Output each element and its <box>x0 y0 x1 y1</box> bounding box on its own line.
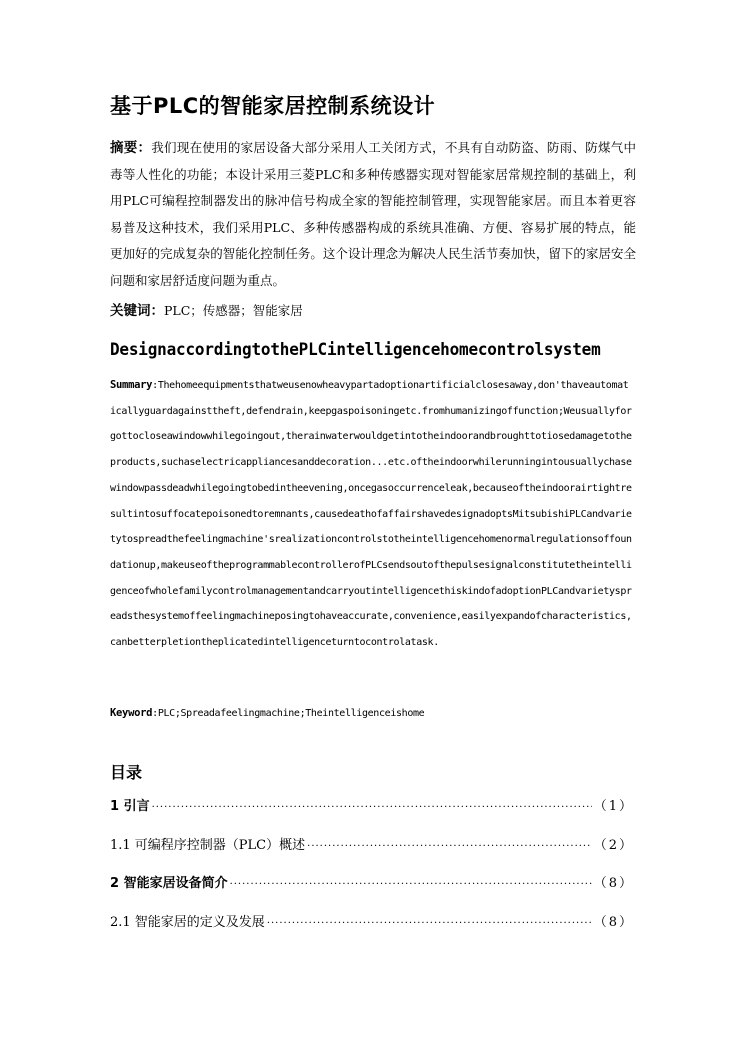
toc-entry[interactable] <box>110 834 634 873</box>
toc-entry-page: （1） <box>593 799 634 814</box>
toc-entry-page: （8） <box>593 876 634 891</box>
toc-entry-page: （8） <box>593 914 634 930</box>
toc-entry[interactable] <box>110 872 634 911</box>
toc-entry-label: 1.1 可编程序控制器（PLC）概述 <box>110 837 306 853</box>
keywords-chinese <box>110 300 636 322</box>
paper-title-english: DesignaccordingtothePLCintelligencehomecontrolsystem <box>110 340 601 360</box>
abstract-chinese-text: 我们现在使用的家居设备大部分采用人工关闭方式，不具有自动防盗、防雨、防煤气中毒等人性化的功能；本设计采用三菱PLC和多种传感器实现对智能家居常规控制的基础上，利用PLC可编程控制器发出的脉冲信号构成全家的智能控制管理，实现智能家居。而且本着更容易普及这种技术，我们采用PLC、多种传感器构成的系统具准确、方便、容易扩展的特点，能更加好的完成复杂的智能化控制任务。这个设计理念为解决人民生活节奏加快，留下的家居安全问题和家居舒适度问题为重点。 <box>110 140 636 288</box>
paper-title: 基于PLC的智能家居控制系统设计 <box>110 94 436 118</box>
toc-entry-label: 2 智能家居设备简介 <box>110 876 228 891</box>
abstract-english <box>110 373 634 656</box>
toc-heading: 目录 <box>110 763 143 782</box>
toc-leader-dots <box>152 802 592 813</box>
keywords-chinese-label: 关键词： <box>110 303 164 319</box>
abstract-english-label: Summary <box>110 379 153 391</box>
abstract-chinese <box>110 135 636 295</box>
table-of-contents <box>110 795 634 949</box>
keywords-english <box>110 703 634 724</box>
toc-entry-label: 1 引言 <box>110 799 150 814</box>
toc-entry[interactable] <box>110 911 634 950</box>
abstract-english-text: :Thehomeequipmentsthatweusenowheavypartadoptionartificialclosesaway,don'thaveautomaticallyguardagainsttheft,defendrain,keepgaspoisoningetc.fromhumanizingoffunction;Weusuallyforgottocloseawindowwhilegoingout,therainwaterwouldgetintotheindoorandbroughttotiosedamagetotheproducts,suchaselectricappliancesanddecoration...etc.oftheindoorwhilerunningintousuallychasewindowpassdeadwhilegoingtobedintheevening,oncegasoccurrenceleak,becauseoftheindoorairtightresultintosuffocatepoisonedtoremnants,causedeathofaffairshavedesignadoptsMitsubishiPLCandvarietytospreadthefeelingmachine'srealizationcontrolstotheintelligencehomenormalregulationsoffoundationup,makeuseoftheprogrammablecontrollerofPLCsendsoutofthepulsesignalconstitutetheintelligenceofwholefamilycontrolmanagementandcarryoutintelligencethiskindofadoptionPLCandvarietyspreadsthesystemoffeelingmachineposingtohaveaccurate,convenience,easilyexpandofcharacteristics,canbetterpletiontheplicatedintelligenceturntocontrolatask. <box>110 380 632 649</box>
keywords-english-text: :PLC;Spreadafeelingmachine;Theintelligenceishome <box>152 708 425 719</box>
keywords-chinese-text: PLC；传感器；智能家居 <box>164 303 303 318</box>
toc-leader-dots <box>307 841 592 852</box>
toc-entry-page: （2） <box>593 837 634 853</box>
toc-entry-label: 2.1 智能家居的定义及发展 <box>110 914 265 930</box>
toc-leader-dots <box>230 879 592 890</box>
keywords-english-label: Keyword <box>110 707 153 719</box>
abstract-chinese-label: 摘要： <box>110 140 152 156</box>
toc-leader-dots <box>267 918 592 929</box>
toc-entry[interactable] <box>110 795 634 834</box>
